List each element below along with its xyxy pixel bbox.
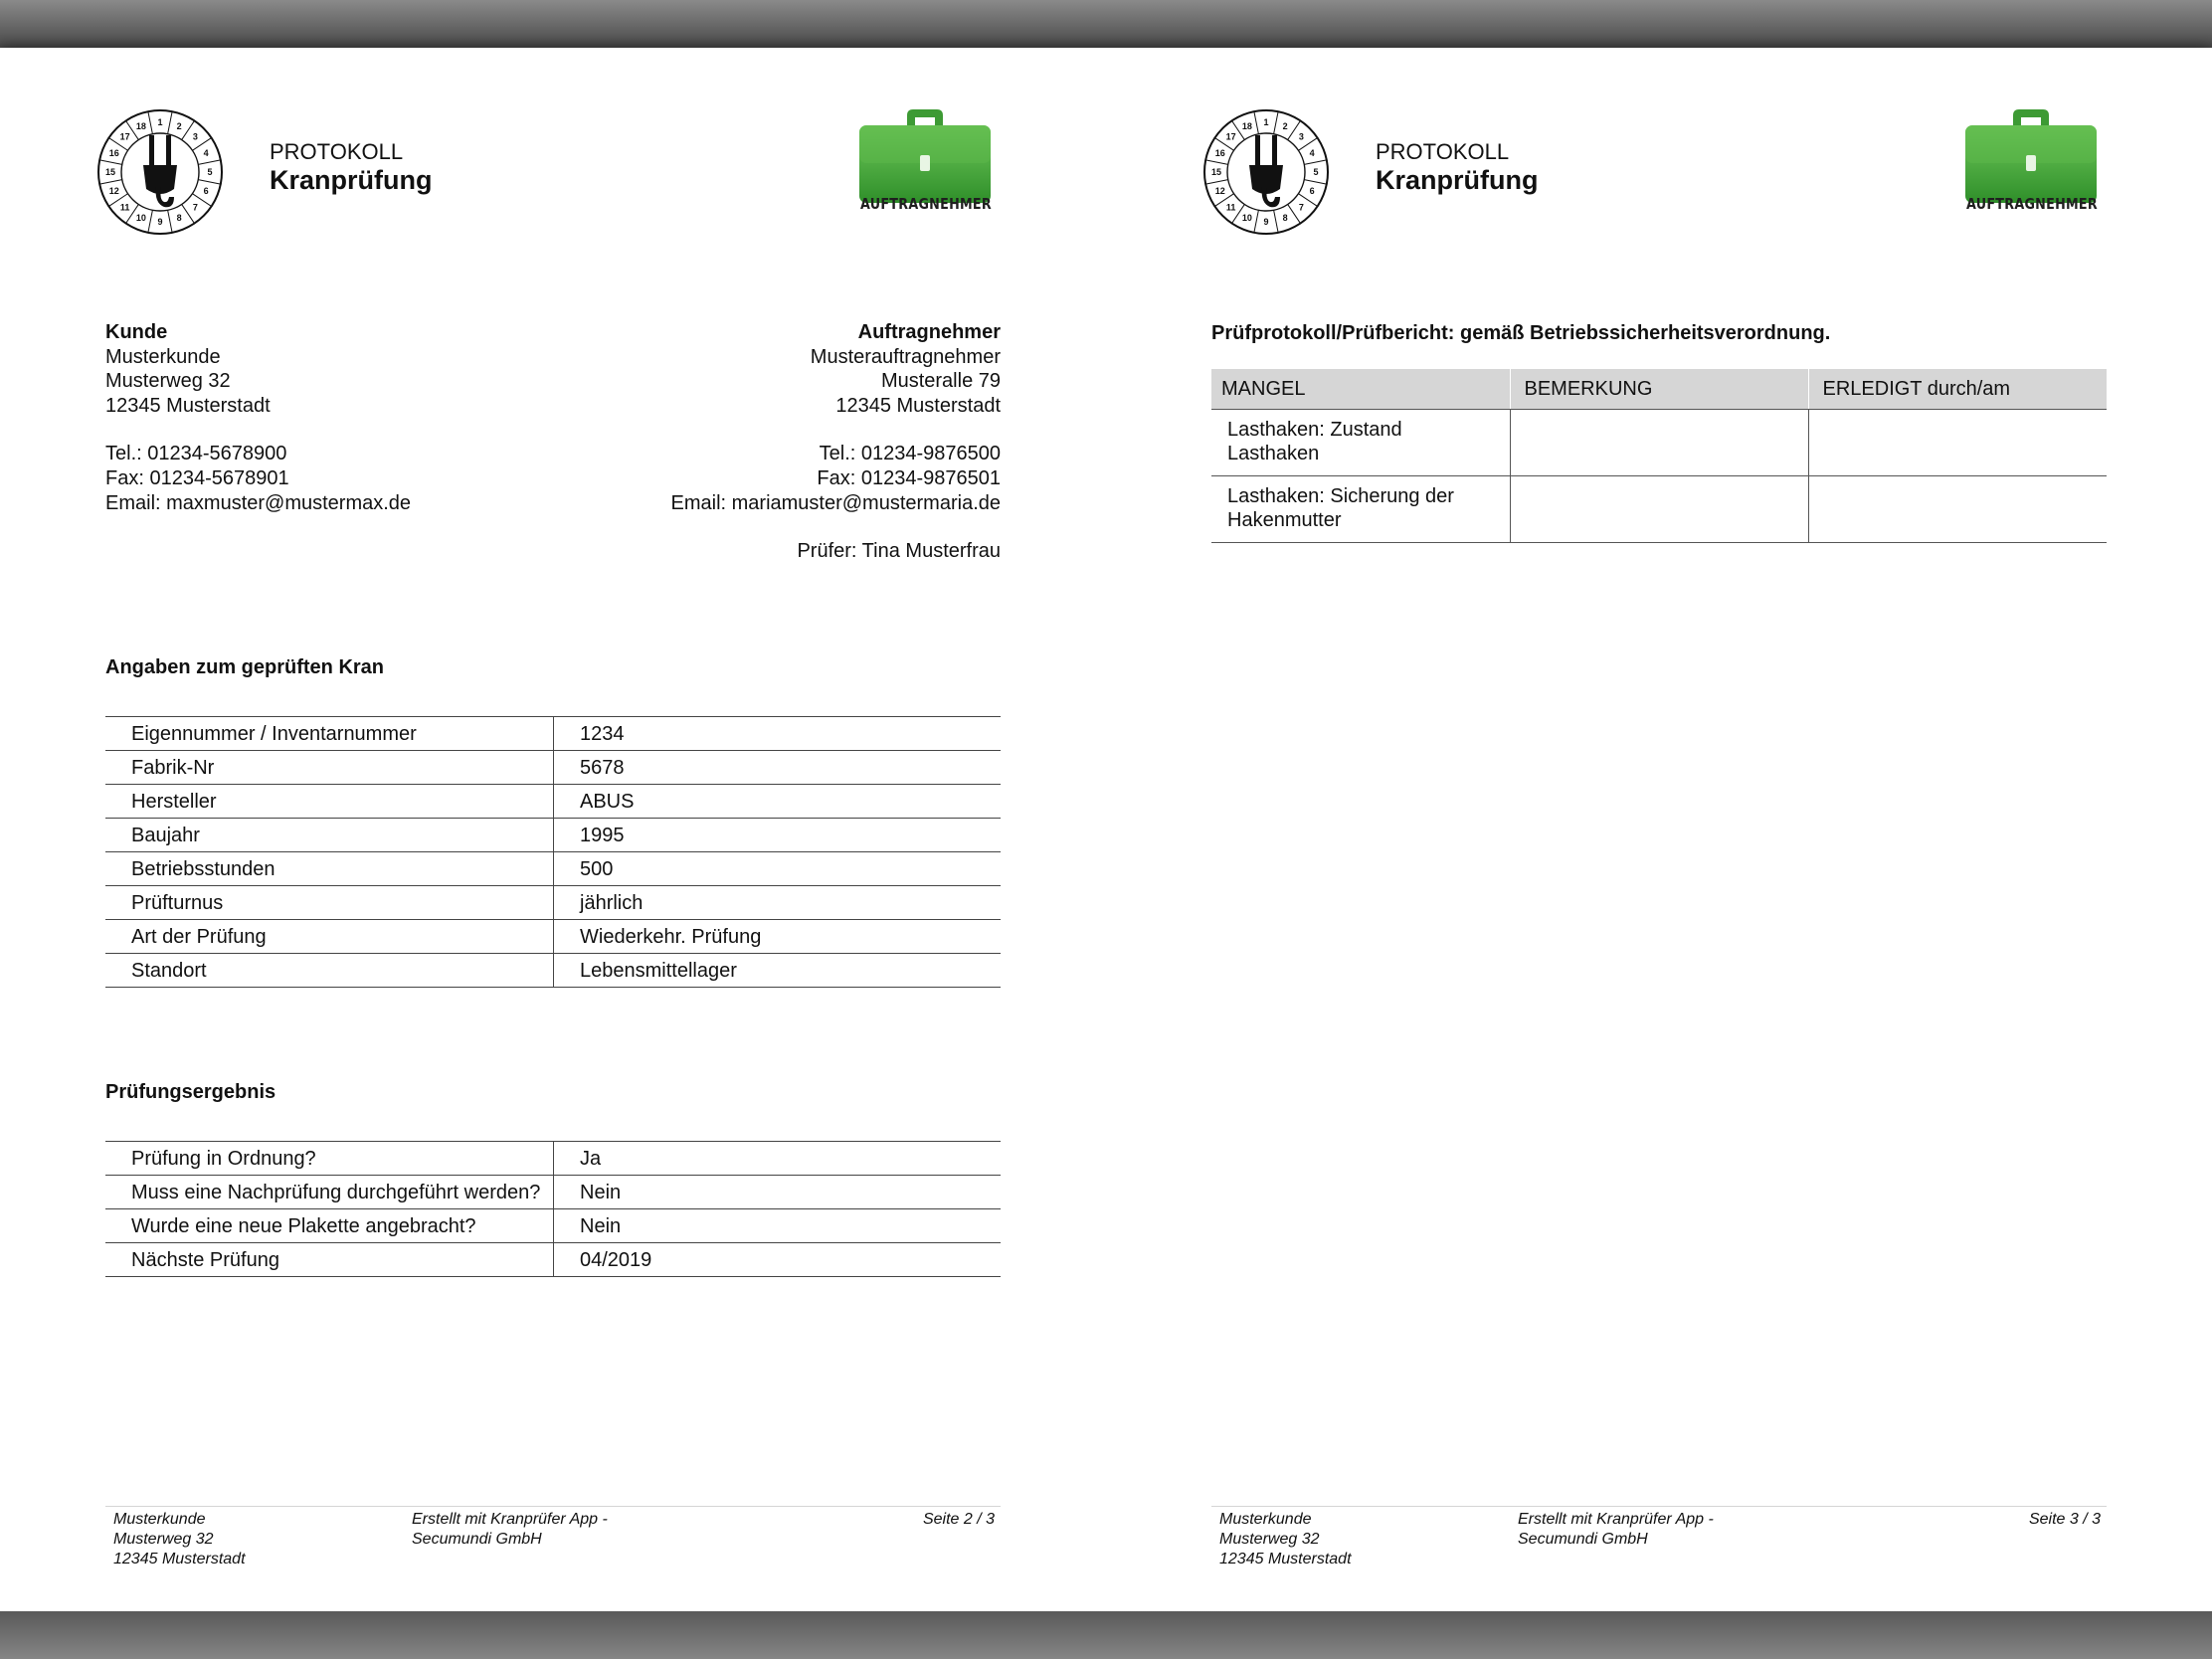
table-row [1211,476,2107,543]
contractor-fax: Fax: 01234-9876501 [817,466,1001,489]
row-value: 5678 [554,751,1002,785]
footer-created-by [412,1510,670,1550]
dial-number: 1 [157,117,163,127]
dial-number: 6 [203,186,209,197]
dial-number: 15 [104,167,116,177]
dial-number: 11 [119,202,130,213]
footer-customer-city: 12345 Musterstadt [1219,1551,1352,1567]
contractor-heading: Auftragnehmer [857,321,1001,343]
footer-page-number: Seite 2 / 3 [922,1511,995,1528]
dial-number: 4 [203,147,209,158]
dial-number: 2 [176,120,182,131]
table-row [105,1142,1001,1176]
dial-number: 5 [207,167,213,177]
row-value: Nein [554,1176,1002,1209]
row-value: jährlich [554,886,1002,920]
page-2 [105,48,1001,1611]
footer-customer-city: 12345 Musterstadt [113,1551,246,1567]
dial-number: 9 [1263,217,1269,227]
row-label: Standort [105,954,554,988]
dial-number: 5 [1313,167,1319,177]
table-row [105,819,1001,852]
table-row [1211,410,2107,476]
footer-created-line2: Secumundi GmbH [1518,1531,1648,1548]
row-label: Nächste Prüfung [105,1243,554,1277]
dial-number: 18 [1241,120,1252,131]
column-header-erledigt: ERLEDIGT durch/am [1808,369,2107,410]
footer-created-by [1518,1510,1776,1550]
dial-number: 3 [192,131,198,142]
table-row [105,1209,1001,1243]
inspector-name: Prüfer: Tina Musterfrau [797,540,1001,563]
contractor-name: Musterauftragnehmer [810,345,1001,368]
crane-hook-dial-icon [95,107,225,237]
row-label: Baujahr [105,819,554,852]
dial-number: 18 [135,120,146,131]
table-row [105,1176,1001,1209]
customer-address-block [105,320,523,515]
cell-erledigt [1808,410,2107,476]
table-row [105,920,1001,954]
column-header-bemerkung: BEMERKUNG [1510,369,1808,410]
row-label: Muss eine Nachprüfung durchgeführt werden? [105,1176,554,1209]
row-label: Fabrik-Nr [105,751,554,785]
contractor-address-block [503,320,1001,564]
dial-number: 15 [1210,167,1222,177]
dial-number: 7 [192,202,198,213]
row-value: 500 [554,852,1002,886]
dial-number: 16 [1214,147,1225,158]
table-row [105,954,1001,988]
row-value: Nein [554,1209,1002,1243]
row-value: 04/2019 [554,1243,1002,1277]
customer-city: 12345 Musterstadt [105,394,271,417]
crane-details-table [105,716,1001,988]
customer-fax: Fax: 01234-5678901 [105,466,289,489]
customer-email: Email: maxmuster@mustermax.de [105,491,412,514]
dial-number: 4 [1309,147,1315,158]
crane-section-title: Angaben zum geprüften Kran [105,656,385,678]
protocol-title: Kranprüfung [1376,165,1539,195]
briefcase-icon [1963,107,2099,207]
dial-number: 8 [1282,213,1288,224]
dial-number: 2 [1282,120,1288,131]
footer-created-line2: Secumundi GmbH [412,1531,542,1548]
document-spread [0,48,2212,1611]
dial-number: 7 [1298,202,1304,213]
row-label: Hersteller [105,785,554,819]
footer-customer-name: Musterkunde [113,1511,206,1528]
dial-number: 6 [1309,186,1315,197]
table-row [105,751,1001,785]
dial-number: 12 [108,186,119,197]
dial-number: 3 [1298,131,1304,142]
dial-number: 12 [1214,186,1225,197]
row-value: 1234 [554,717,1002,751]
cell-mangel: Lasthaken: Zustand Lasthaken [1211,410,1510,476]
protocol-title: Kranprüfung [270,165,433,195]
row-label: Wurde eine neue Plakette angebracht? [105,1209,554,1243]
protocol-label: PROTOKOLL [1376,139,1510,164]
contractor-logo-text: AUFTRAGNEHMER [1966,195,2098,213]
cell-bemerkung [1510,476,1808,543]
dial-number: 1 [1263,117,1269,127]
viewer-bottom-bar [0,1611,2212,1659]
footer-created-line1: Erstellt mit Kranprüfer App - [1518,1511,1714,1528]
table-row [105,852,1001,886]
row-value: ABUS [554,785,1002,819]
cell-erledigt [1808,476,2107,543]
contractor-tel: Tel.: 01234-9876500 [819,443,1001,465]
table-row [105,886,1001,920]
footer-customer-street: Musterweg 32 [113,1531,214,1548]
row-value: Lebensmittellager [554,954,1002,988]
row-label: Eigennummer / Inventarnummer [105,717,554,751]
customer-tel: Tel.: 01234-5678900 [105,443,287,465]
result-table [105,1141,1001,1277]
cell-bemerkung [1510,410,1808,476]
footer-divider [1211,1506,2107,1507]
row-value: Ja [554,1142,1002,1176]
cell-mangel: Lasthaken: Sicherung der Hakenmutter [1211,476,1510,543]
dial-number: 17 [119,131,130,142]
contractor-city: 12345 Musterstadt [835,394,1001,417]
footer-customer-street: Musterweg 32 [1219,1531,1320,1548]
report-section-title: Prüfprotokoll/Prüfbericht: gemäß Betriebssicherheitsverordnung. [1211,322,1831,344]
contractor-email: Email: mariamuster@mustermaria.de [670,491,1001,514]
row-label: Art der Prüfung [105,920,554,954]
column-header-mangel: MANGEL [1211,369,1510,410]
footer-created-line1: Erstellt mit Kranprüfer App - [412,1511,608,1528]
row-value: 1995 [554,819,1002,852]
dial-number: 16 [108,147,119,158]
contractor-street: Musteralle 79 [880,370,1001,393]
contractor-logo-text: AUFTRAGNEHMER [860,195,992,213]
viewer-top-bar [0,0,2212,48]
row-value: Wiederkehr. Prüfung [554,920,1002,954]
briefcase-icon [857,107,993,207]
defects-table [1211,369,2107,543]
table-row [105,717,1001,751]
dial-number: 10 [1241,213,1252,224]
page-3 [1211,48,2107,1611]
customer-street: Musterweg 32 [105,370,231,393]
dial-number: 11 [1225,202,1236,213]
footer-divider [105,1506,1001,1507]
footer-customer-name: Musterkunde [1219,1511,1312,1528]
dial-number: 17 [1225,131,1236,142]
dial-number: 9 [157,217,163,227]
protocol-label: PROTOKOLL [270,139,404,164]
customer-name: Musterkunde [105,345,221,368]
row-label: Prüfung in Ordnung? [105,1142,554,1176]
footer-customer [113,1510,372,1569]
footer-page-number: Seite 3 / 3 [2028,1511,2101,1528]
table-row [105,785,1001,819]
dial-number: 10 [135,213,146,224]
row-label: Betriebsstunden [105,852,554,886]
table-row [105,1243,1001,1277]
dial-number: 8 [176,213,182,224]
footer-customer [1219,1510,1478,1569]
result-section-title: Prüfungsergebnis [105,1081,276,1103]
customer-heading: Kunde [105,321,168,343]
row-label: Prüfturnus [105,886,554,920]
table-header-row [1211,369,2107,410]
crane-hook-dial-icon [1201,107,1331,237]
